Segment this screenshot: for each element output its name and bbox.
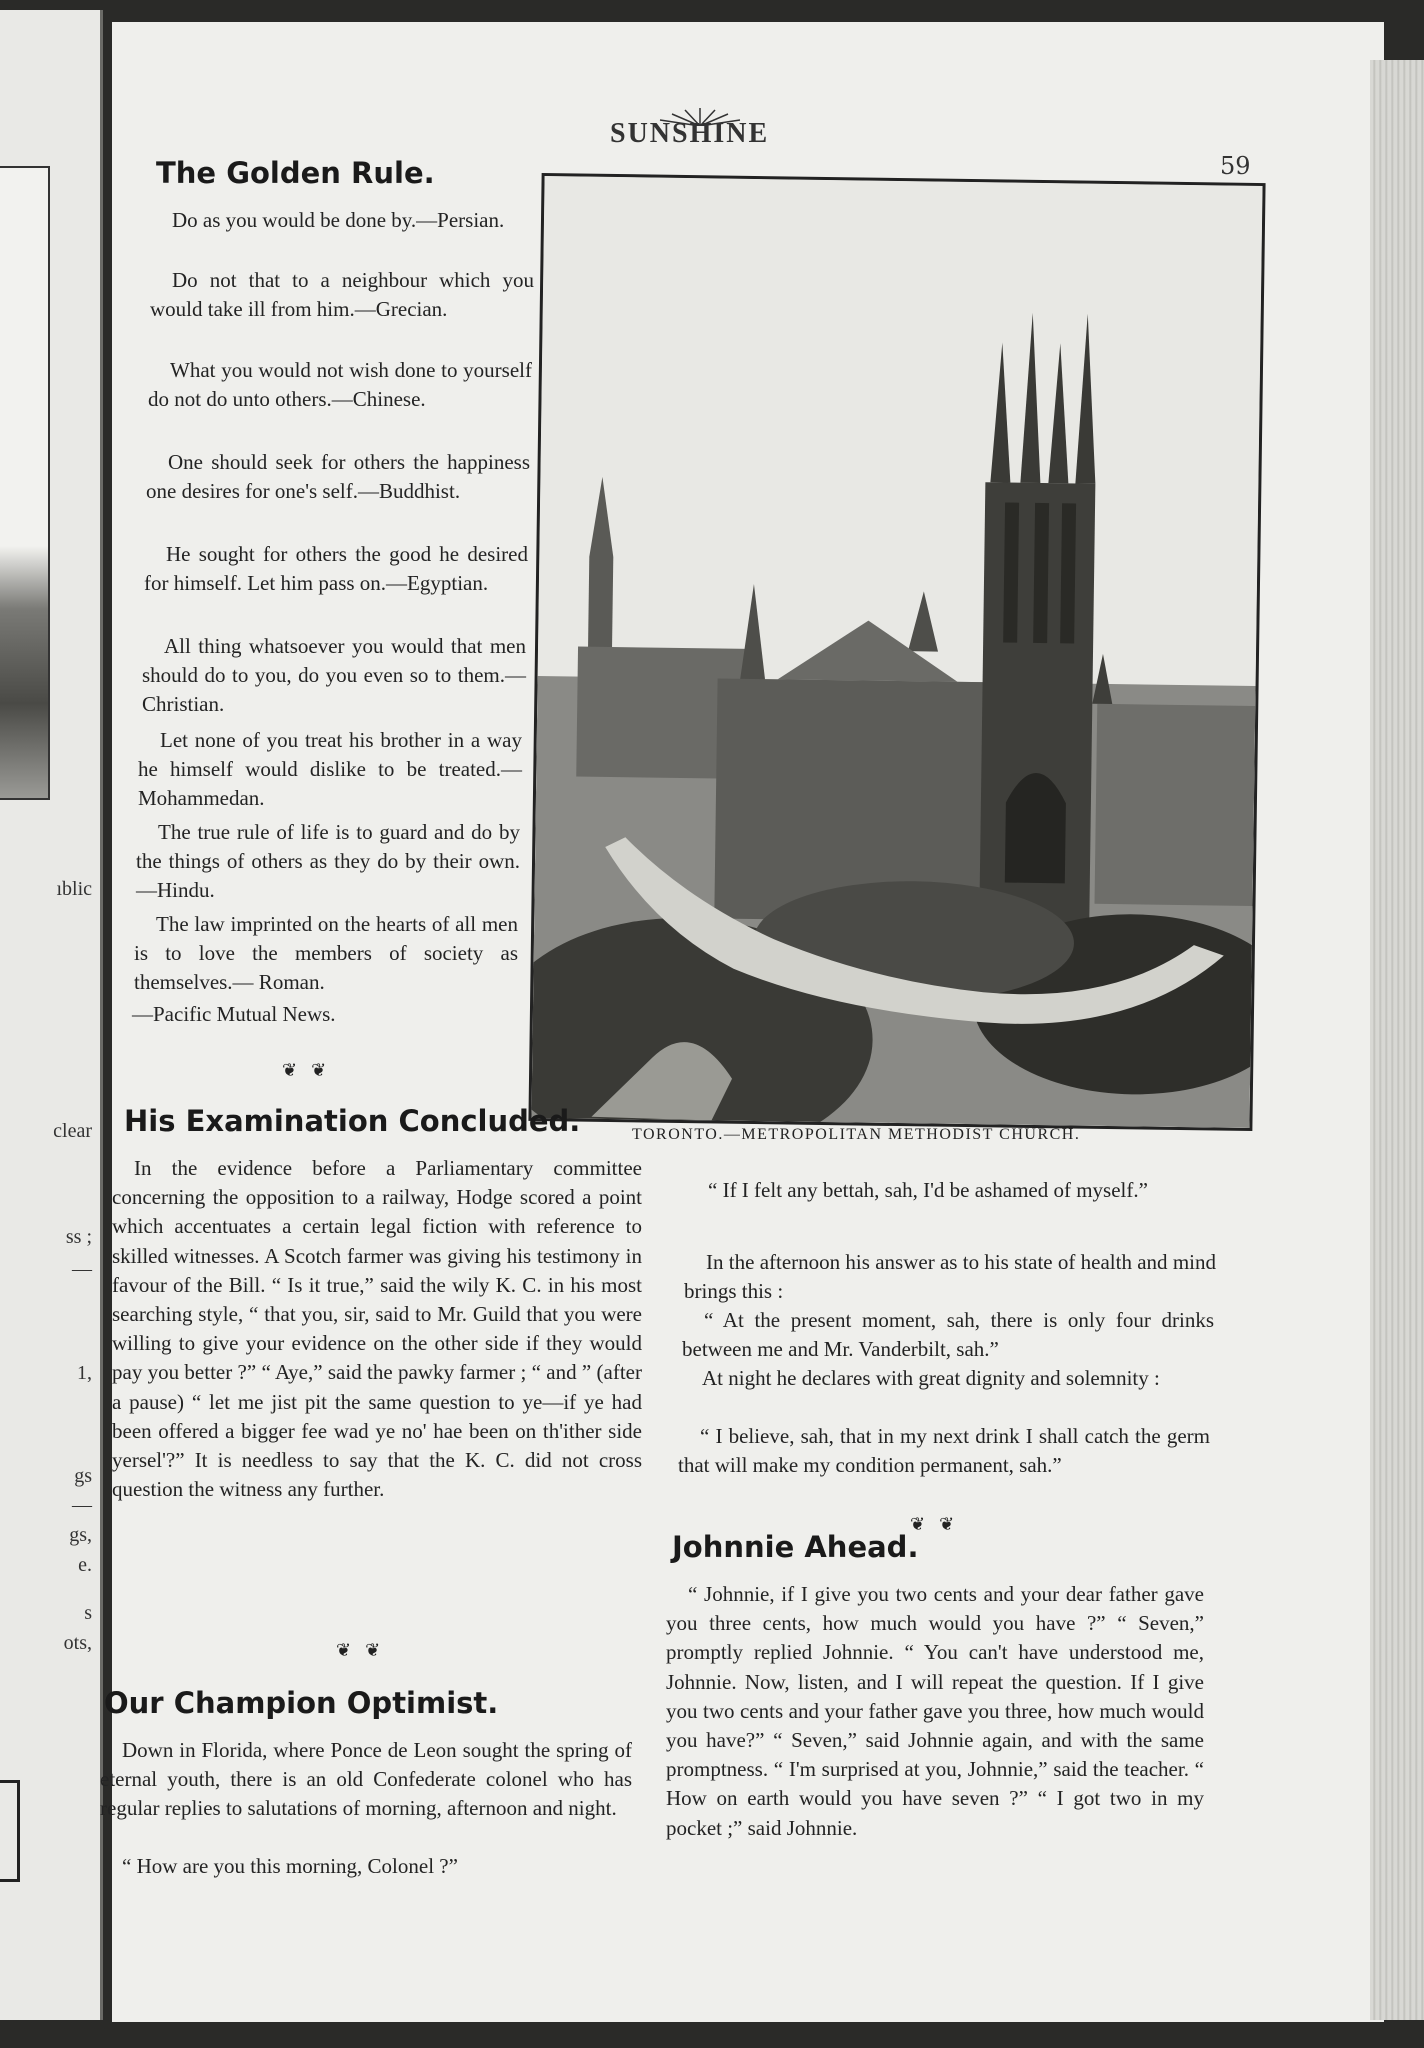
optimist-continuation: “ If I felt any bettah, sah, I'd be ashamed of myself.” [708, 1178, 1148, 1202]
optimist-continuation: “ I believe, sah, that in my next drink I shall catch the germ that will make my condition permanent, sah.” [678, 1424, 1210, 1478]
golden-rule-paragraph: Do as you would be done by.—Persian. [172, 208, 505, 232]
previous-page-text: e. [78, 1554, 92, 1576]
previous-page-text: ots, [63, 1632, 92, 1654]
golden-rule-paragraph: One should seek for others the happiness one desires for one's self.—Buddhist. [146, 450, 530, 504]
johnnie-paragraph: “ Johnnie, if I give you two cents and your dear father gave you three cents, how much would you have ?” “ Seven,” promptly replied Johnnie. “ You can't have understood me, Johnnie. Now, listen, and I will repeat the question. If I give you two cents and your father gave you three, how much would you have?” “ Seven,” said Johnnie again, and with the same promptness. “ I'm surprised at you, Johnnie,” said the teacher. “ How on earth would you have seven ?” “ I got two in my pocket ;” said Johnnie. [666, 1582, 1204, 1840]
previous-page-text: 1, [77, 1362, 92, 1384]
previous-page-text: ıblic [56, 878, 92, 900]
johnnie-title: Johnnie Ahead. [672, 1530, 919, 1564]
golden-rule-paragraph: The law imprinted on the hearts of all men is to love the members of society as themselves.— Roman. [134, 912, 518, 995]
previous-page-text: s [84, 1602, 92, 1624]
golden-rule-paragraph: He sought for others the good he desired for himself. Let him pass on.—Egyptian. [144, 542, 528, 596]
section-ornament: ❦❦ [282, 1060, 341, 1081]
optimist-continuation: “ At the present moment, sah, there is only four drinks between me and Mr. Vanderbilt, sah.” [682, 1308, 1214, 1362]
golden-rule-paragraph: Do not that to a neighbour which you would take ill from him.—Grecian. [150, 268, 534, 322]
section-ornament: ❦❦ [910, 1514, 969, 1535]
optimist-paragraph: “ How are you this morning, Colonel ?” [122, 1854, 458, 1878]
previous-page-text: clear [53, 1120, 92, 1142]
previous-page-text: — [72, 1494, 92, 1516]
optimist-continuation: At night he declares with great dignity and solemnity : [702, 1366, 1160, 1390]
golden-rule-source: —Pacific Mutual News. [132, 1002, 336, 1026]
optimist-title: Our Champion Optimist. [104, 1686, 499, 1720]
page-number: 59 [1220, 152, 1251, 180]
optimist-paragraph: Down in Florida, where Ponce de Leon sought the spring of eternal youth, there is an old Confederate colonel who has regular replies to salutations of morning, afternoon and night. [100, 1738, 632, 1821]
golden-rule-paragraph: What you would not wish done to yourself do not do unto others.—Chinese. [148, 358, 532, 412]
section-ornament: ❦❦ [336, 1640, 395, 1661]
previous-page-text: gs, [69, 1524, 92, 1546]
previous-page-text: — [72, 1258, 92, 1280]
previous-page-photo [0, 166, 50, 800]
masthead: SUNSHINE [610, 118, 770, 149]
golden-rule-paragraph: All thing whatsoever you would that men should do to you, do you even so to them.—Christian. [142, 634, 526, 717]
golden-rule-paragraph: The true rule of life is to guard and do by the things of others as they do by their own.—Hindu. [136, 820, 520, 903]
golden-rule-paragraph: Let none of you treat his brother in a way he himself would dislike to be treated.—Mohammedan. [138, 728, 522, 811]
church-photo [528, 173, 1265, 1131]
golden-rule-title: The Golden Rule. [156, 156, 435, 190]
previous-page-text: ss ; [65, 1226, 92, 1248]
previous-page-edge [0, 10, 103, 2020]
examination-paragraph: In the evidence before a Parliamentary committee concerning the opposition to a railway, Hodge scored a point which accentuates a certain legal fiction with reference to skilled witnesses. A Scotch farmer was giving his testimony in favour of the Bill. “ Is it true,” said the wily K. C. in his most searching style, “ that you, sir, said to Mr. Guild that you were willing to give your evidence on the other side if they would pay you better ?” “ Aye,” said the pawky farmer ; “ and ” (after a pause) “ let me jist pit the same question to ye—if ye had been offered a bigger fee wad ye no' hae been on th'ither side yersel'?” It is needless to say that the K. C. did not cross question the witness any further. [112, 1156, 642, 1502]
optimist-continuation: In the afternoon his answer as to his state of health and mind brings this : [684, 1250, 1216, 1304]
previous-page-box [0, 1780, 20, 1882]
previous-page-text: gs [74, 1465, 92, 1487]
examination-title: His Examination Concluded. [124, 1104, 581, 1138]
page-stack-edge [1370, 60, 1424, 2020]
photo-caption: TORONTO.—METROPOLITAN METHODIST CHURCH. [632, 1126, 1081, 1143]
